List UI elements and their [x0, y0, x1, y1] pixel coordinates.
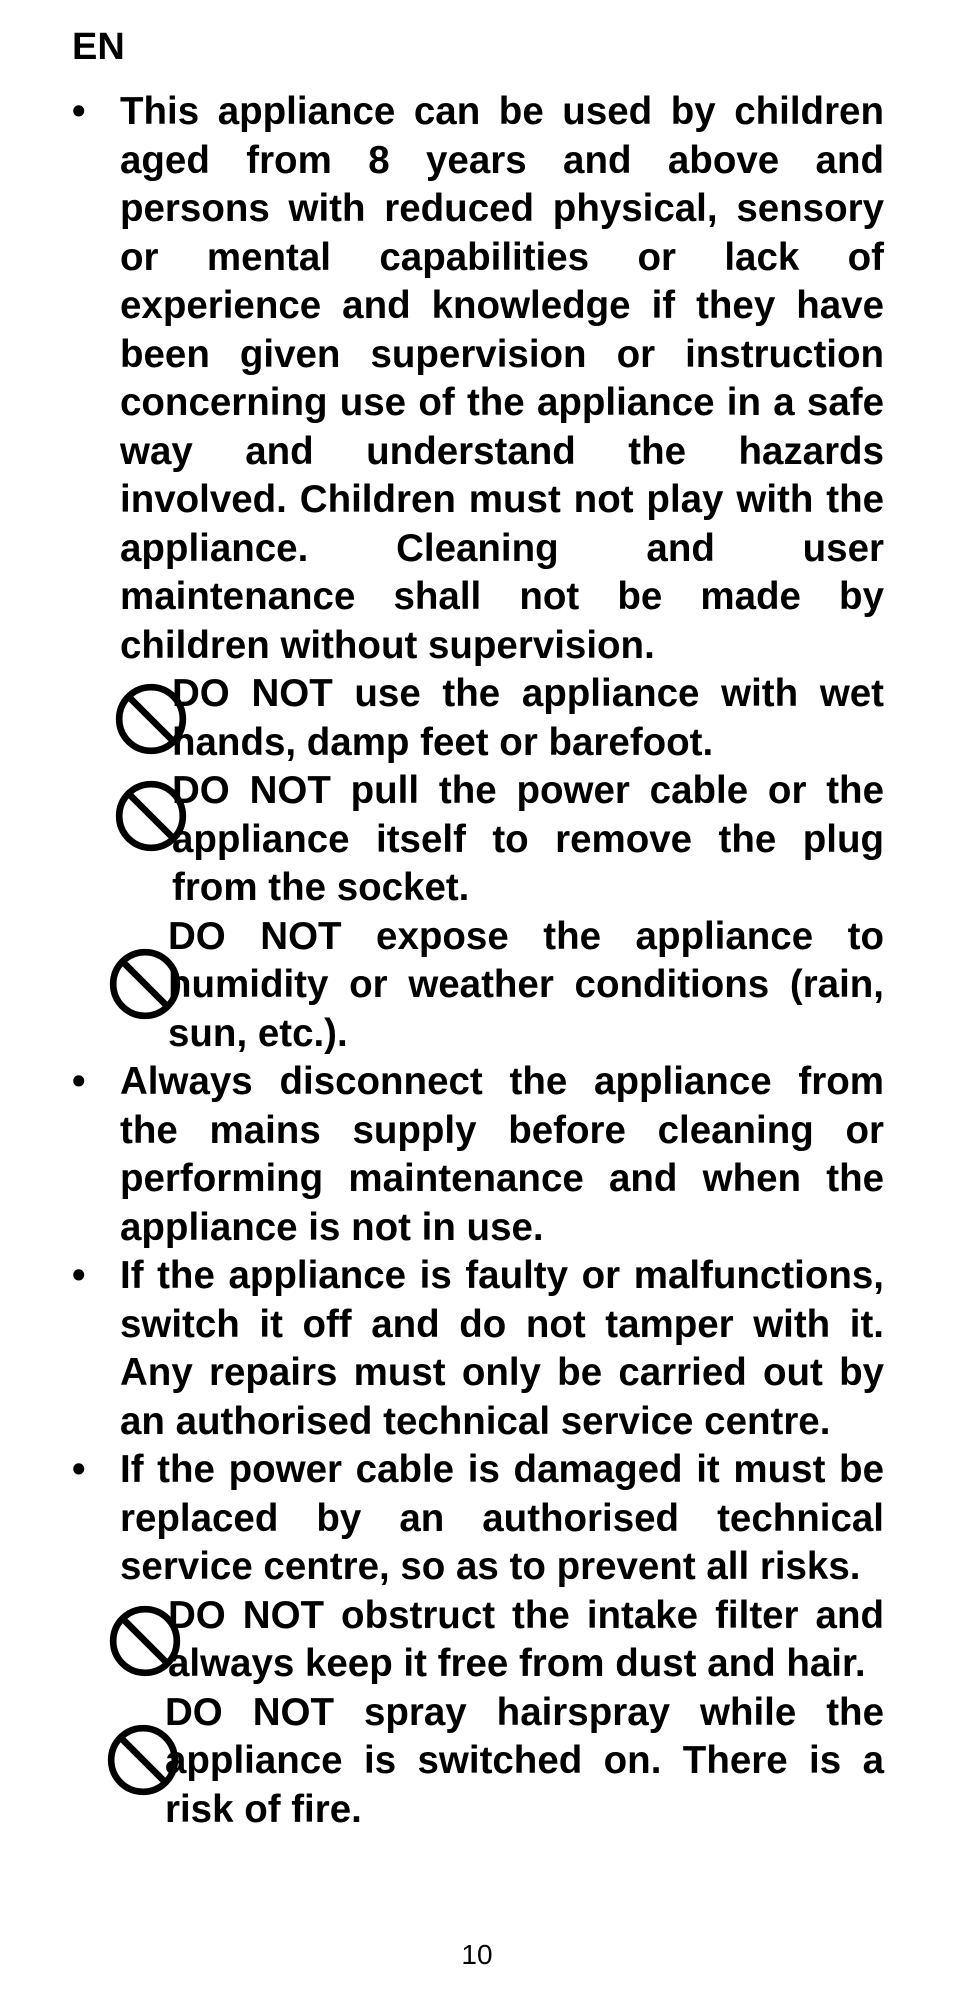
bullet-item	[72, 1058, 884, 1252]
warning-item	[72, 670, 884, 767]
bullet-mark: •	[72, 1448, 86, 1491]
bullet-text: This appliance can be used by children aged from 8 years and above and persons with reduced physical, sensory or mental capabilities or lack of experience and knowledge if they have been given supervision or instruction concerning use of the appliance in a safe way and understand the hazards involved. Children must not play with the appliance. Cleaning and user maintenance shall not be made by children without supervision.	[120, 90, 884, 667]
prohibition-icon	[108, 1604, 182, 1678]
bullet-mark: •	[72, 90, 86, 133]
language-code: EN	[72, 26, 125, 68]
safety-instructions	[72, 88, 884, 1834]
warning-text: DO NOT spray hairspray while the appliance is switched on. There is a risk of fire.	[165, 1690, 884, 1831]
prohibition-icon	[114, 779, 188, 853]
warning-text: DO NOT use the appliance with wet hands, damp feet or barefoot.	[172, 672, 884, 764]
warning-text: DO NOT obstruct the intake filter and always keep it free from dust and hair.	[168, 1593, 884, 1685]
bullet-text: If the power cable is damaged it must be replaced by an authorised technical service centre, so as to prevent all risks.	[120, 1448, 884, 1588]
warning-item	[72, 767, 884, 913]
warning-text: DO NOT pull the power cable or the appliance itself to remove the plug from the socket.	[172, 769, 884, 909]
bullet-mark: •	[72, 1060, 86, 1103]
warning-item	[72, 1689, 884, 1835]
prohibition-icon	[108, 947, 182, 1021]
page-number: 10	[461, 1939, 493, 1970]
bullet-item	[72, 88, 884, 670]
warning-text: DO NOT expose the appliance to humidity or weather conditions (rain, sun, etc.).	[168, 914, 884, 1055]
prohibition-icon	[114, 682, 188, 756]
bullet-text: If the appliance is faulty or malfunctions, switch it off and do not tamper with it. Any repairs must only be carried out by an authorised technical service centre.	[120, 1254, 884, 1443]
bullet-text: Always disconnect the appliance from the mains supply before cleaning or performing maintenance and when the appliance is not in use.	[120, 1060, 884, 1249]
warning-item	[72, 1592, 884, 1689]
bullet-item	[72, 1446, 884, 1592]
bullet-mark: •	[72, 1254, 86, 1297]
bullet-item	[72, 1252, 884, 1446]
prohibition-icon	[106, 1723, 180, 1797]
warning-item	[72, 913, 884, 1059]
